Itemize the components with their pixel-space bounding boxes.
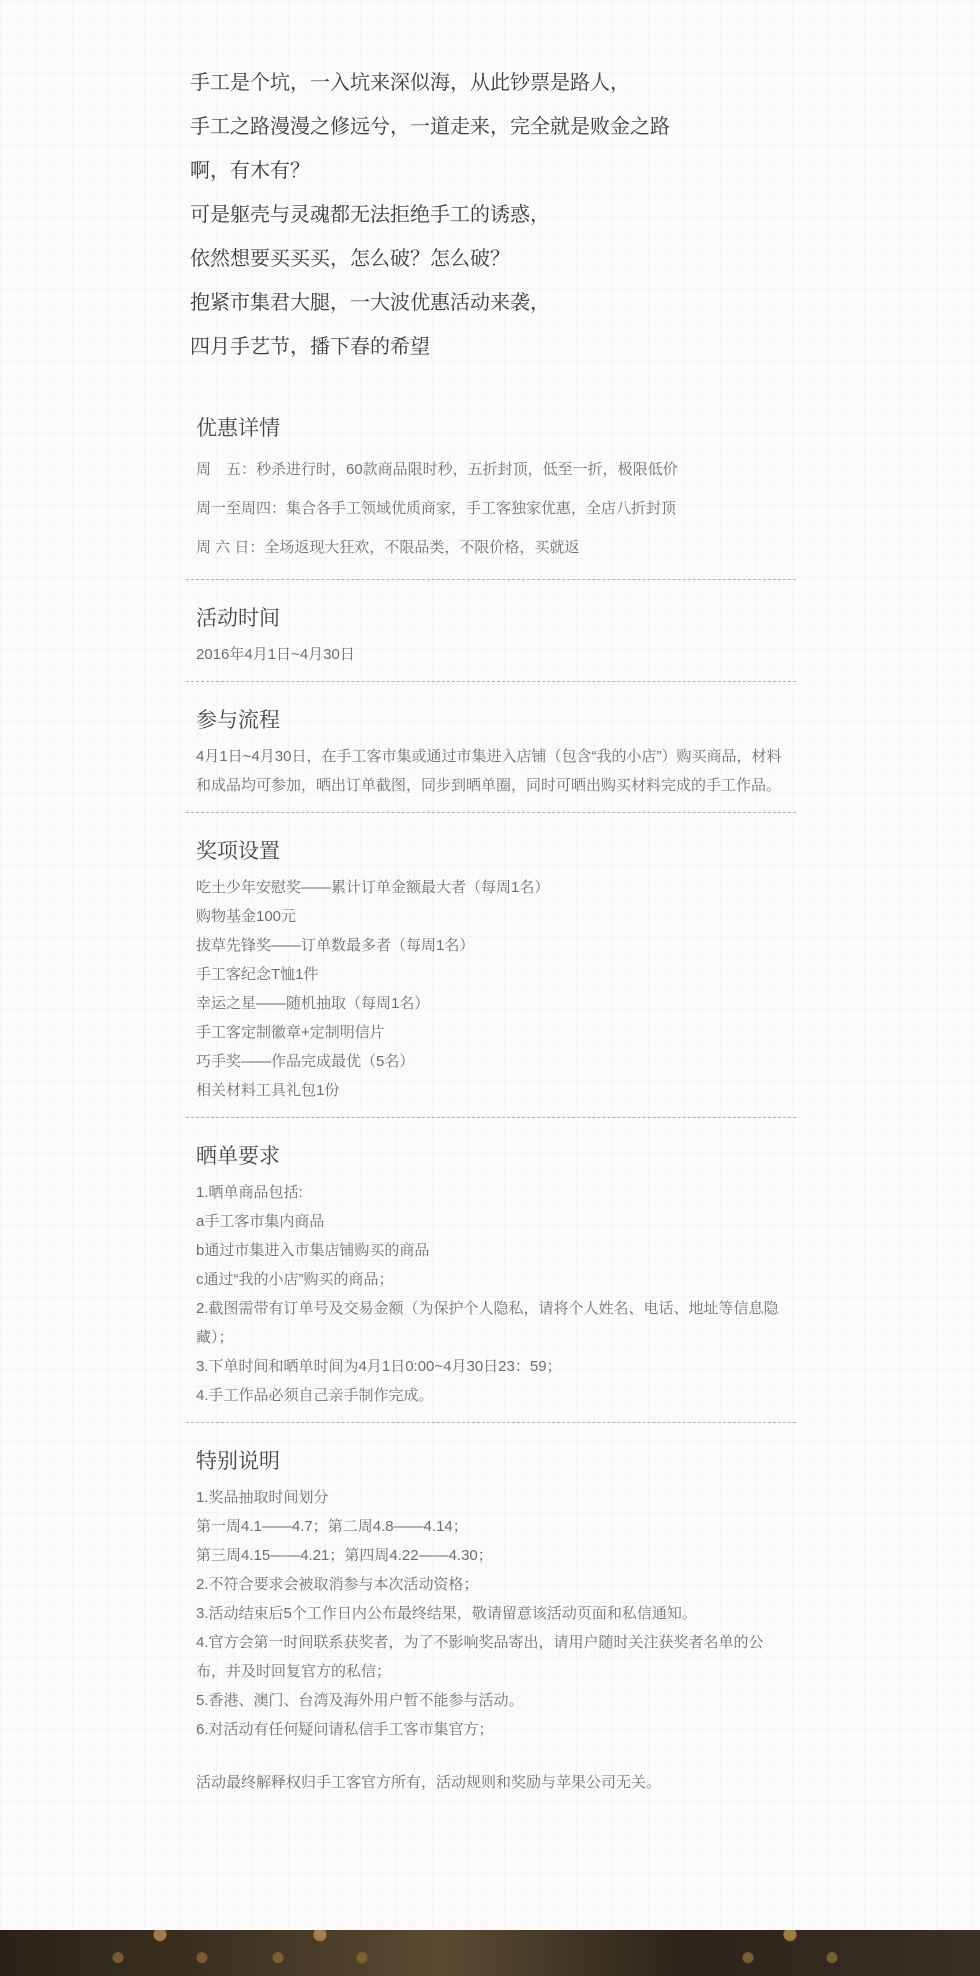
- section-title: 优惠详情: [196, 417, 280, 440]
- note-row: 第三周4.15——4.21；第四周4.22——4.30；: [196, 1547, 493, 1564]
- section-prizes: [186, 823, 796, 1105]
- activity-rules: [186, 400, 796, 1797]
- discount-row: 周一至周四：集合各手工领域优质商家，手工客独家优惠，全店八折封顶: [196, 500, 677, 517]
- requirement-row: 4.手工作品必须自己亲手制作完成。: [196, 1387, 434, 1404]
- note-row: 2.不符合要求会被取消参与本次活动资格；: [196, 1576, 479, 1593]
- poem-line: 手工是个坑，一入坑来深似海，从此钞票是路人，: [190, 70, 630, 94]
- section-title: 参与流程: [196, 709, 280, 732]
- poem-line: 可是躯壳与灵魂都无法拒绝手工的诱惑，: [190, 202, 550, 226]
- ornament-icon: [90, 1930, 230, 1976]
- requirement-row: 3.下单时间和晒单时间为4月1日0:00~4月30日23：59；: [196, 1358, 562, 1375]
- prize-row: 手工客纪念T恤1件: [196, 966, 319, 983]
- note-row: 第一周4.1——4.7；第二周4.8——4.14；: [196, 1518, 468, 1535]
- note-row: 5.香港、澳门、台湾及海外用户暂不能参与活动。: [196, 1692, 524, 1709]
- process-text: 4月1日~4月30日，在手工客市集或通过市集进入店铺（包含“我的小店”）购买商品，材料和成品均可参加，晒出订单截图，同步到晒单圈，同时可晒出购买材料完成的手工作品。: [196, 748, 782, 794]
- section-time: [186, 590, 796, 669]
- section-notes: [186, 1433, 796, 1744]
- dashed-divider: [186, 579, 796, 580]
- decorative-footer-banner: [0, 1930, 980, 1976]
- prize-row: 幸运之星——随机抽取（每周1名）: [196, 995, 430, 1012]
- poem-line: 手工之路漫漫之修远兮，一道走来，完全就是败金之路: [190, 114, 670, 138]
- poem-line: 啊，有木有？: [190, 158, 310, 182]
- section-title: 特别说明: [196, 1450, 280, 1473]
- note-row: 4.官方会第一时间联系获奖者，为了不影响奖品寄出，请用户随时关注获奖者名单的公布，并及时回复官方的私信；: [196, 1634, 764, 1680]
- prize-row: 拔草先锋奖——订单数最多者（每周1名）: [196, 937, 475, 954]
- ornament-icon: [250, 1930, 390, 1976]
- note-row: 1.奖品抽取时间划分: [196, 1489, 329, 1506]
- note-row: 6.对活动有任何疑问请私信手工客市集官方；: [196, 1721, 494, 1738]
- prize-row: 吃土少年安慰奖——累计订单金额最大者（每周1名）: [196, 879, 550, 896]
- intro-poem: [190, 60, 810, 368]
- note-row: 3.活动结束后5个工作日内公布最终结果，敬请留意该活动页面和私信通知。: [196, 1605, 697, 1622]
- time-row: 2016年4月1日~4月30日: [196, 646, 355, 663]
- dashed-divider: [186, 681, 796, 682]
- requirement-row: a手工客市集内商品: [196, 1213, 325, 1230]
- poem-line: 依然想要买买买，怎么破？怎么破？: [190, 246, 510, 270]
- disclaimer-text: 活动最终解释权归手工客官方所有，活动规则和奖励与苹果公司无关。: [196, 1774, 662, 1791]
- poem-line: 抱紧市集君大腿，一大波优惠活动来袭，: [190, 290, 550, 314]
- discount-row: 周 五：秒杀进行时，60款商品限时秒，五折封顶，低至一折，极限低价: [196, 461, 678, 478]
- dashed-divider: [186, 812, 796, 813]
- ornament-icon: [720, 1930, 860, 1976]
- section-title: 活动时间: [196, 607, 280, 630]
- section-process: [186, 692, 796, 800]
- requirement-row: 2.截图需带有订单号及交易金额（为保护个人隐私，请将个人姓名、电话、地址等信息隐藏）；: [196, 1300, 779, 1346]
- requirement-row: b通过市集进入市集店铺购买的商品: [196, 1242, 430, 1259]
- dashed-divider: [186, 1117, 796, 1118]
- poem-line: 四月手艺节，播下春的希望: [190, 334, 430, 358]
- prize-row: 手工客定制徽章+定制明信片: [196, 1024, 385, 1041]
- requirement-row: c通过“我的小店”购买的商品；: [196, 1271, 394, 1288]
- section-requirements: [186, 1128, 796, 1410]
- dashed-divider: [186, 1422, 796, 1423]
- section-discount: [186, 400, 796, 567]
- discount-row: 周 六 日：全场返现大狂欢，不限品类，不限价格，买就返: [196, 539, 580, 556]
- prize-row: 相关材料工具礼包1份: [196, 1082, 340, 1099]
- section-title: 晒单要求: [196, 1145, 280, 1168]
- prize-row: 巧手奖——作品完成最优（5名）: [196, 1053, 415, 1070]
- prize-row: 购物基金100元: [196, 908, 297, 925]
- requirement-row: 1.晒单商品包括:: [196, 1184, 303, 1201]
- section-title: 奖项设置: [196, 840, 280, 863]
